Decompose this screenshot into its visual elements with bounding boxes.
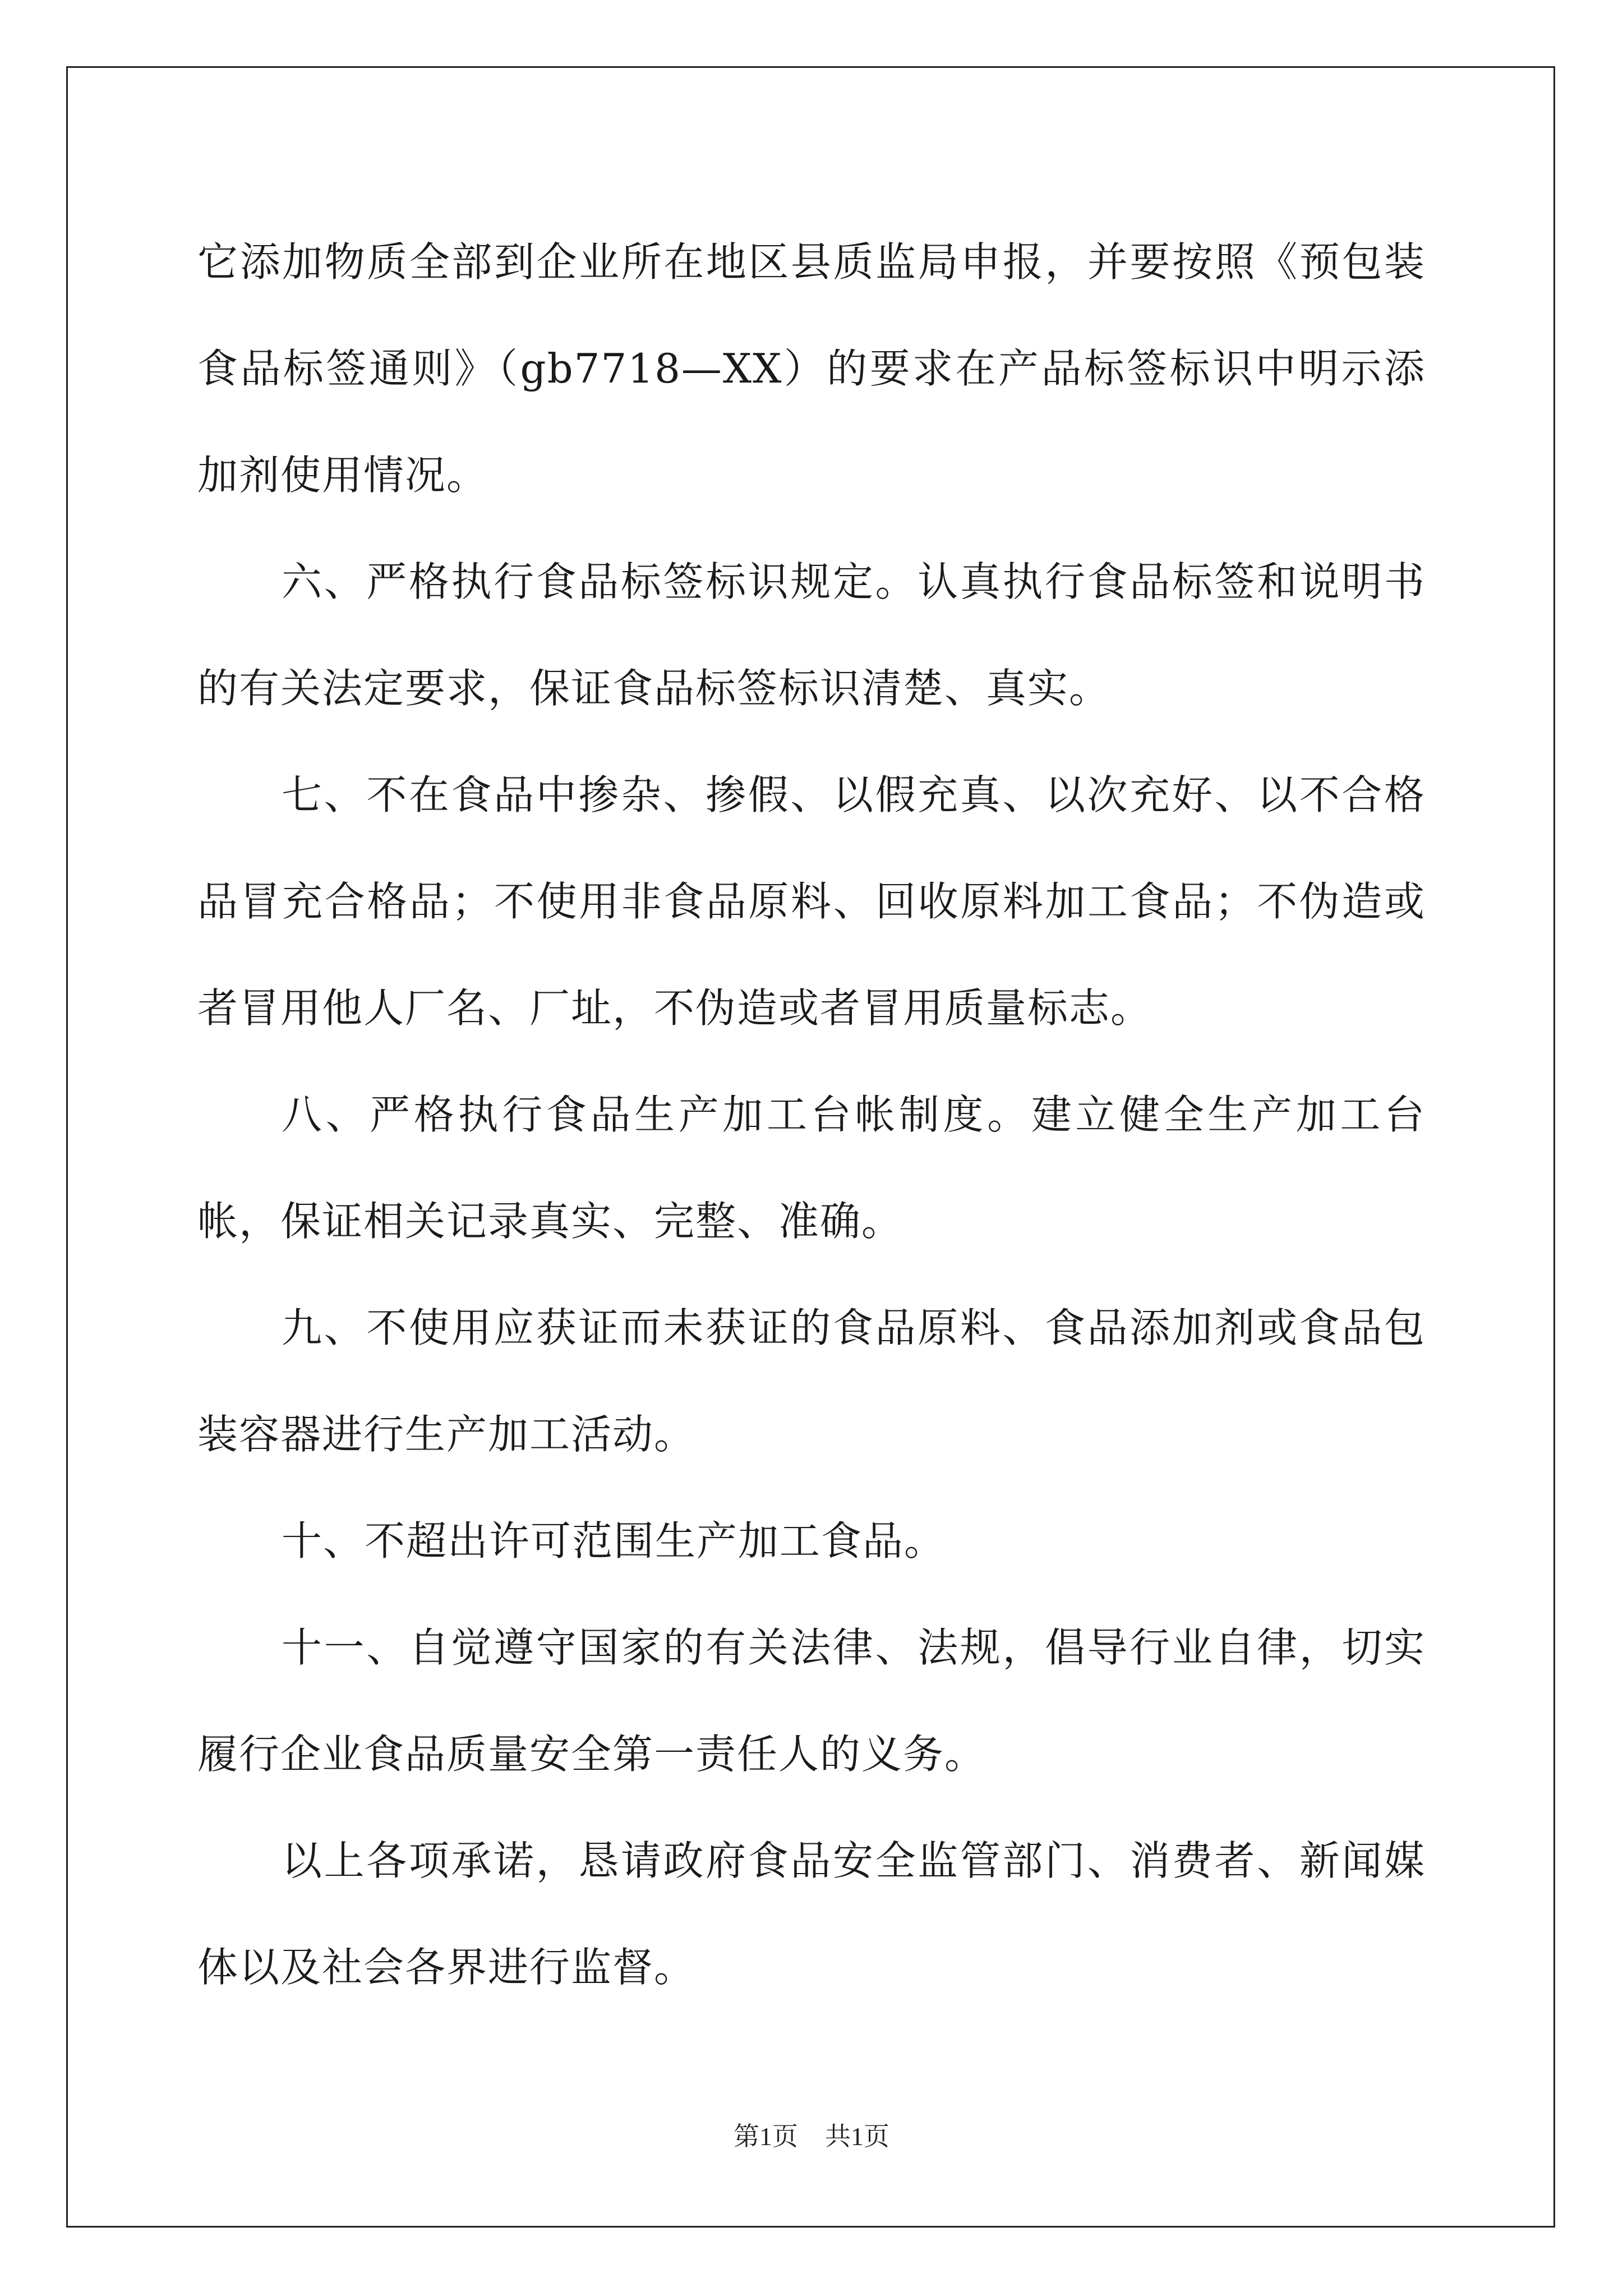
paragraph-item-8: 八、严格执行食品生产加工台帐制度。建立健全生产加工台帐，保证相关记录真实、完整、准确。 xyxy=(197,1091,1426,1245)
paragraph-item-7: 七、不在食品中掺杂、掺假、以假充真、以次充好、以不合格品冒充合格品；不使用非食品原料、回收原料加工食品；不伪造或者冒用他人厂名、厂址，不伪造或者冒用质量标志。 xyxy=(197,771,1426,1032)
paragraph-continuation: 它添加物质全部到企业所在地区县质监局申报，并要按照《预包装食品标签通则》（gb7718—XX）的要求在产品标签标识中明示添加剂使用情况。 xyxy=(197,238,1426,499)
page-number-current: 第1页 xyxy=(734,2122,798,2151)
page-number-total: 共1页 xyxy=(825,2122,889,2151)
paragraph-closing: 以上各项承诺，恳请政府食品安全监管部门、消费者、新闻媒体以及社会各界进行监督。 xyxy=(197,1837,1426,1991)
paragraph-item-6: 六、严格执行食品标签标识规定。认真执行食品标签和说明书的有关法定要求，保证食品标签标识清楚、真实。 xyxy=(197,558,1426,712)
paragraph-item-9: 九、不使用应获证而未获证的食品原料、食品添加剂或食品包装容器进行生产加工活动。 xyxy=(197,1304,1426,1458)
page-footer xyxy=(0,2116,1623,2153)
document-body xyxy=(197,209,1426,2021)
paragraph-item-10: 十、不超出许可范围生产加工食品。 xyxy=(282,1517,946,1565)
paragraph-item-11: 十一、自觉遵守国家的有关法律、法规，倡导行业自律，切实履行企业食品质量安全第一责任人的义务。 xyxy=(197,1624,1426,1778)
